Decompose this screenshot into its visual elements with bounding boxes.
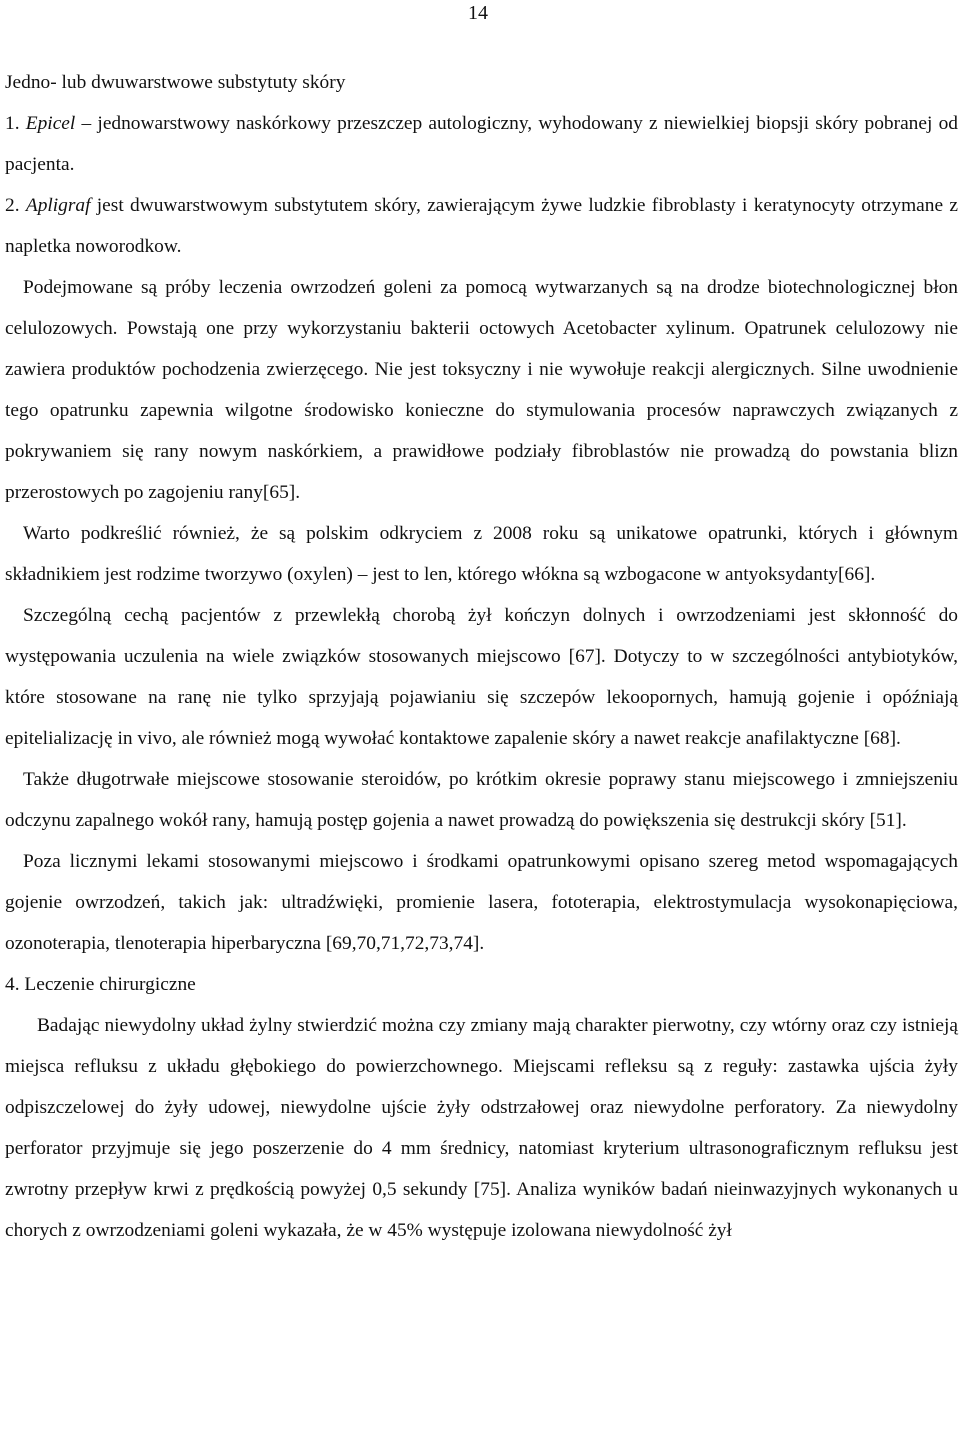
- paragraph-cellulose: Podejmowane są próby leczenia owrzodzeń goleni za pomocą wytwarzanych są na drodze biotechnologicznej błon celulozowych. Powstają one przy wykorzystaniu bakterii octowych Acetobacter xylinum. Opatrunek celulozowy nie zawiera produktów pochodzenia zwierzęcego. Nie jest toksyczny i nie wywołuje reakcji alergicznych. Silne uwodnienie tego opatrunku zapewnia wilgotne środowisko konieczne do stymulowania procesów naprawczych związanych z pokrywaniem się rany nowym naskórkiem, a prawidłowe podziały fibroblastów nie prowadzą do powstania blizn przerostowych po zagojeniu rany[65].: [5, 277, 958, 503]
- paragraph-surgical: Badając niewydolny układ żylny stwierdzić można czy zmiany mają charakter pierwotny, czy wtórny oraz czy istnieją miejsca refluksu z układu głębokiego do powierzchownego. Miejscami refleksu są z reguły: zastawka ujścia żyły odpiszczelowej do żyły udowej, niewydolne ujście żyły odstrzałowej oraz niewydolne perforatory. Za niewydolny perforator przyjmuje się jego poszerzenie do 4 mm średnicy, natomiast kryterium ultrasonograficznym refluksu jest zwrotny przepływ krwi z prędkością powyżej 0,5 sekundy [75]. Analiza wyników badań nieinwazyjnych wykonanych u chorych z owrzodzeniami goleni wykazała, że w 45% występuje izolowana niewydolność żył: [5, 1015, 958, 1241]
- product-name-epicel: Epicel: [25, 113, 76, 134]
- paragraph-steroids: Także długotrwałe miejscowe stosowanie steroidów, po krótkim okresie poprawy stanu miejscowego i zmniejszeniu odczynu zapalnego wokół rany, hamują postęp gojenia a nawet prowadzą do powiększenia się destrukcji skóry [51].: [5, 769, 958, 831]
- list-item-epicel: [5, 103, 958, 185]
- list-item-apligraf: [5, 185, 958, 267]
- product-name-apligraf: Apligraf: [25, 195, 91, 216]
- page-number: 14: [468, 2, 488, 24]
- paragraph-methods: Poza licznymi lekami stosowanymi miejscowo i środkami opatrunkowymi opisano szereg metod wspomagających gojenie owrzodzeń, takich jak: ultradźwięki, promienie lasera, fototerapia, elektrostymulacja wysokonapięciowa, ozonoterapia, tlenoterapia hiperbaryczna [69,70,71,72,73,74].: [5, 851, 958, 954]
- heading: Jedno- lub dwuwarstwowe substytuty skóry: [5, 72, 346, 93]
- paragraph-oxylen: Warto podkreślić również, że są polskim odkryciem z 2008 roku są unikatowe opatrunki, których i głównym składnikiem jest rodzime tworzywo (oxylen) – jest to len, którego włókna są wzbogacone w antyoksydanty[66].: [5, 523, 958, 585]
- paragraph-allergy: Szczególną cechą pacjentów z przewlekłą chorobą żył kończyn dolnych i owrzodzeniami jest skłonność do występowania uczulenia na wiele związków stosowanych miejscowo [67]. Dotyczy to w szczególności antybiotyków, które stosowane na ranę nie tylko sprzyjają pojawianiu się szczepów lekoopornych, hamują gojenie i opóźniają epitelializację in vivo, ale również mogą wywołać kontaktowe zapalenie skóry a nawet reakcje anafilaktyczne [68].: [5, 605, 958, 749]
- list-item-text: jest dwuwarstwowym substytutem skóry, zawierającym żywe ludzkie fibroblasty i keratynocyty otrzymane z napletka noworodkow.: [5, 195, 958, 257]
- list-item-number: 2.: [5, 195, 20, 216]
- section-heading: 4. Leczenie chirurgiczne: [5, 974, 196, 995]
- list-item-text: – jednowarstwowy naskórkowy przeszczep autologiczny, wyhodowany z niewielkiej biopsji skóry pobranej od pacjenta.: [5, 113, 958, 175]
- document-body: [5, 62, 958, 1251]
- list-item-number: 1.: [5, 113, 20, 134]
